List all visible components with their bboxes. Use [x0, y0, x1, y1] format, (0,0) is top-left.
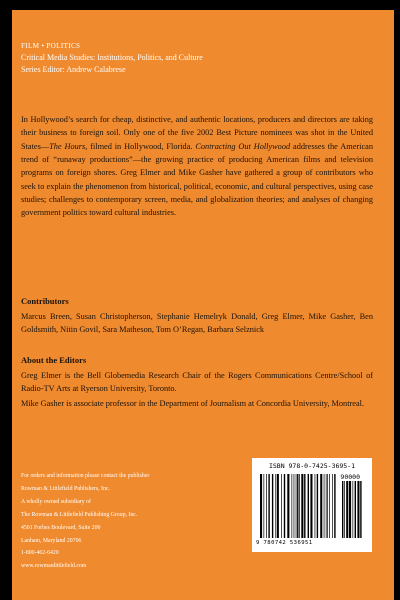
- publisher-line: 1-800-462-6420: [21, 550, 59, 557]
- publisher-line: For orders and information please contact the publisher: [21, 473, 150, 479]
- series-editor: Series Editor: Andrew Calabrese: [21, 65, 126, 74]
- publisher-line: Lanham, Maryland 20706: [21, 537, 82, 544]
- barcode-label: [252, 458, 372, 552]
- editors-heading: About the Editors: [21, 355, 87, 365]
- publisher-line: Rowman & Littlefield Publishers, Inc.: [21, 485, 110, 492]
- isbn-text: ISBN 978-0-7425-3695-1: [268, 462, 356, 470]
- left-edge-shadow: [0, 0, 12, 600]
- series-title: Critical Media Studies: Institutions, Politics, and Culture: [21, 53, 203, 62]
- publisher-line: www.rowmanlittlefield.com: [21, 563, 87, 570]
- description-part-1: In Hollywood’s search for cheap, distinctive, and authentic locations, producers and directors are taking their business to foreign soil. Only one of the five 2002 Best Picture nominees was shot in the United States—: [21, 115, 373, 151]
- description-part-2: , filmed in Hollywood, Florida.: [85, 141, 196, 151]
- contributors-heading: Contributors: [21, 296, 69, 306]
- barcode-number: 9 780742 536951: [256, 540, 313, 546]
- top-edge-shadow: [0, 0, 400, 10]
- publisher-line: The Rowman & Littlefield Publishing Group, Inc.: [21, 511, 138, 518]
- description-part-3: addresses the American trend of “runaway productions”—the growing practice of producing American films and television programs on foreign shores. Greg Elmer and Mike Gasher have gathered a group of contributors who seek to explain the phenomenon from historical, political, economic, and cultural perspectives, using case studies; challenges to contemporary screen, media, and globalization theories; and analyses of changing government politics toward cultural industries.: [21, 141, 374, 218]
- book-description: [21, 113, 373, 220]
- publisher-line: 4501 Forbes Boulevard, Suite 200: [21, 524, 101, 531]
- publisher-line: A wholly owned subsidiary of: [21, 498, 91, 505]
- barcode-icon: [258, 472, 368, 538]
- editors-bios: [21, 369, 373, 411]
- series-tag: FILM • POLITICS: [21, 42, 81, 50]
- contributors-list: [21, 310, 373, 338]
- right-edge-shadow: [394, 0, 400, 600]
- elmer-bio: Greg Elmer is the Bell Globemedia Research Chair of the Rogers Communications Centre/School of Radio-TV Arts at Ryerson University, Toronto.: [21, 371, 373, 394]
- barcode-addon-digits: 90000: [340, 473, 360, 481]
- gasher-bio: Mike Gasher is associate professor in the Department of Journalism at Concordia University, Montreal.: [21, 398, 365, 408]
- publisher-info: [21, 470, 231, 573]
- series-header: [21, 40, 381, 76]
- book-title: Contracting Out Hollywood: [195, 141, 291, 151]
- contributors-names: Marcus Breen, Susan Christopherson, Stephanie Hemelryk Donald, Greg Elmer, Mike Gasher, Ben Goldsmith, Nitin Govil, Sara Matheson, Tom O’Regan, Barbara Selznick: [21, 312, 373, 335]
- film-title: The Hours: [49, 141, 86, 151]
